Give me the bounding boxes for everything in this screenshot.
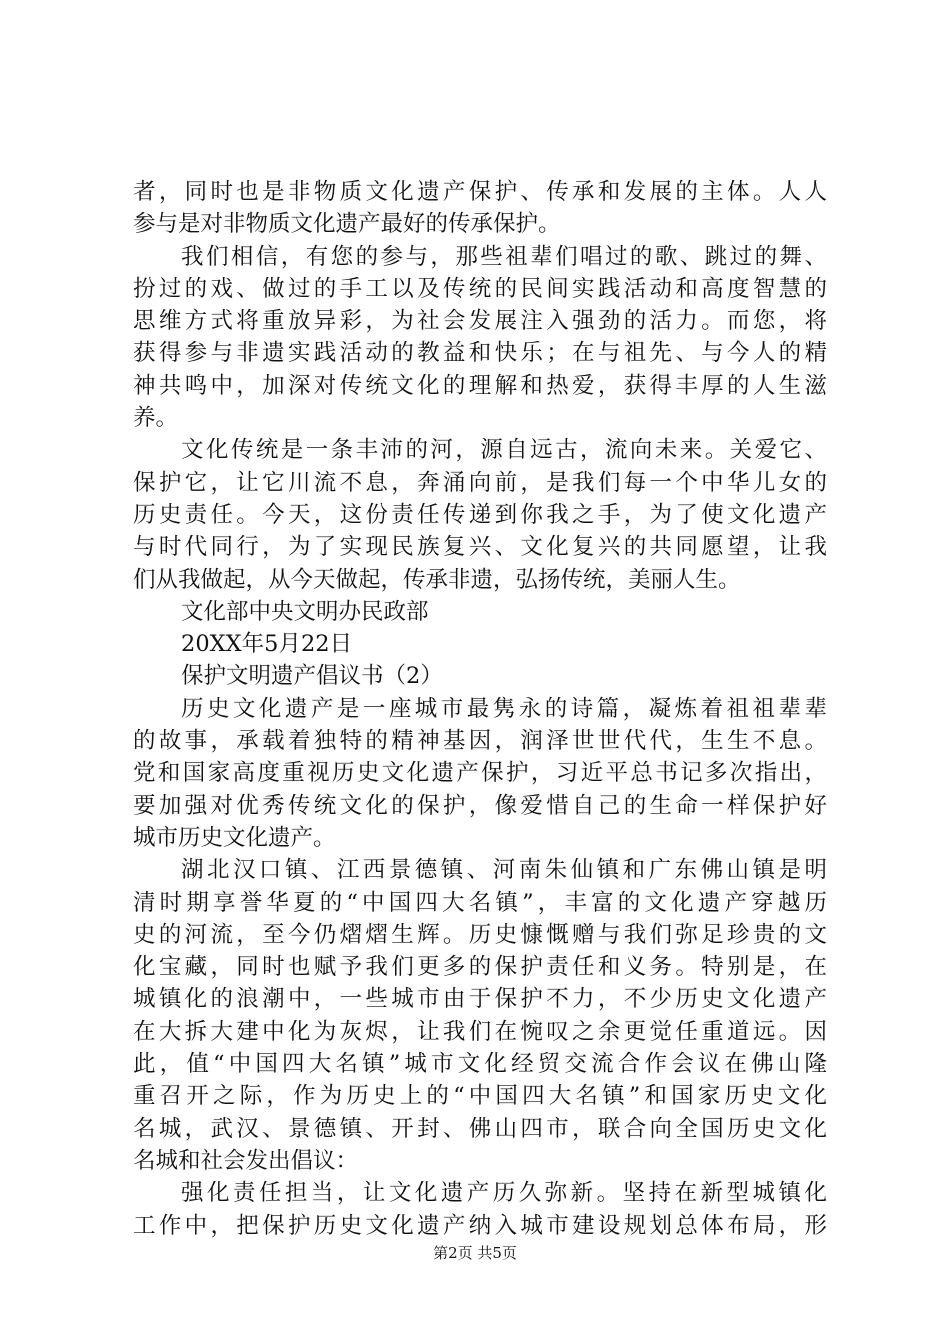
text-line: 参与是对非物质文化遗产最好的传承保护。 bbox=[133, 211, 561, 238]
text-line: 党和国家高度重视历史文化遗产保护，习近平总书记多次指出， bbox=[133, 760, 827, 787]
text-line: 湖北汉口镇、江西景德镇、河南朱仙镇和广东佛山镇是明 bbox=[181, 857, 827, 884]
text-line: 重召开之际，作为历史上的“中国四大名镇”和国家历史文化 bbox=[133, 1083, 827, 1110]
text-line: 在大拆大建中化为灰烬，让我们在惋叹之余更觉任重道远。因 bbox=[133, 1018, 827, 1045]
text-line: 文化传统是一条丰沛的河，源自远古，流向未来。关爱它、 bbox=[181, 437, 827, 464]
text-line: 保护它，让它川流不息，奔涌向前，是我们每一个中华儿女的 bbox=[133, 469, 827, 496]
text-line: 化宝藏，同时也赋予我们更多的保护责任和义务。特别是，在 bbox=[133, 954, 827, 981]
text-line: 名城和社会发出倡议： bbox=[133, 1147, 359, 1174]
page-footer: 第2页 共5页 bbox=[433, 1244, 517, 1262]
text-line: 清时期享誉华夏的“中国四大名镇”，丰富的文化遗产穿越历 bbox=[133, 889, 827, 916]
text-line: 城市历史文化遗产。 bbox=[133, 824, 336, 851]
text-line: 与时代同行，为了实现民族复兴、文化复兴的共同愿望，让我 bbox=[133, 534, 827, 561]
text-line: 神共鸣中，加深对传统文化的理解和热爱，获得丰厚的人生滋 bbox=[133, 372, 827, 399]
text-line: 保护文明遗产倡议书（2） bbox=[181, 663, 443, 690]
text-line: 我们相信，有您的参与，那些祖辈们唱过的歌、跳过的舞、 bbox=[181, 243, 827, 270]
text-line: 者，同时也是非物质文化遗产保护、传承和发展的主体。人人 bbox=[133, 179, 827, 205]
text-line: 文化部中央文明办民政部 bbox=[181, 598, 429, 625]
text-line: 扮过的戏、做过的手工以及传统的民间实践活动和高度智慧的 bbox=[133, 275, 827, 302]
text-line: 的故事，承载着独特的精神基因，润泽世世代代，生生不息。 bbox=[133, 728, 827, 755]
text-line: 名城，武汉、景德镇、开封、佛山四市，联合向全国历史文化 bbox=[133, 1115, 827, 1142]
text-line: 历史责任。今天，这份责任传递到你我之手，为了使文化遗产 bbox=[133, 501, 827, 528]
text-line: 史的河流，至今仍熠熠生辉。历史慷慨赠与我们弥足珍贵的文 bbox=[133, 921, 827, 948]
text-line: 们从我做起，从今天做起，传承非遗，弘扬传统，美丽人生。 bbox=[133, 566, 741, 593]
text-line: 20XX年5月22日 bbox=[181, 631, 353, 658]
document-body bbox=[133, 176, 827, 1242]
text-line: 历史文化遗产是一座城市最隽永的诗篇，凝炼着祖祖辈辈 bbox=[181, 695, 827, 722]
text-line: 强化责任担当，让文化遗产历久弥新。坚持在新型城镇化 bbox=[181, 1180, 827, 1207]
text-line: 此，值“中国四大名镇”城市文化经贸交流合作会议在佛山隆 bbox=[133, 1051, 827, 1078]
text-line: 城镇化的浪潮中，一些城市由于保护不力，不少历史文化遗产 bbox=[133, 986, 827, 1013]
text-line: 要加强对优秀传统文化的保护，像爱惜自己的生命一样保护好 bbox=[133, 792, 827, 819]
text-line: 养。 bbox=[133, 405, 179, 432]
text-line: 工作中，把保护历史文化遗产纳入城市建设规划总体布局，形 bbox=[133, 1212, 827, 1239]
text-line: 思维方式将重放异彩，为社会发展注入强劲的活力。而您，将 bbox=[133, 308, 827, 335]
text-line: 获得参与非遗实践活动的教益和快乐；在与祖先、与今人的精 bbox=[133, 340, 827, 367]
